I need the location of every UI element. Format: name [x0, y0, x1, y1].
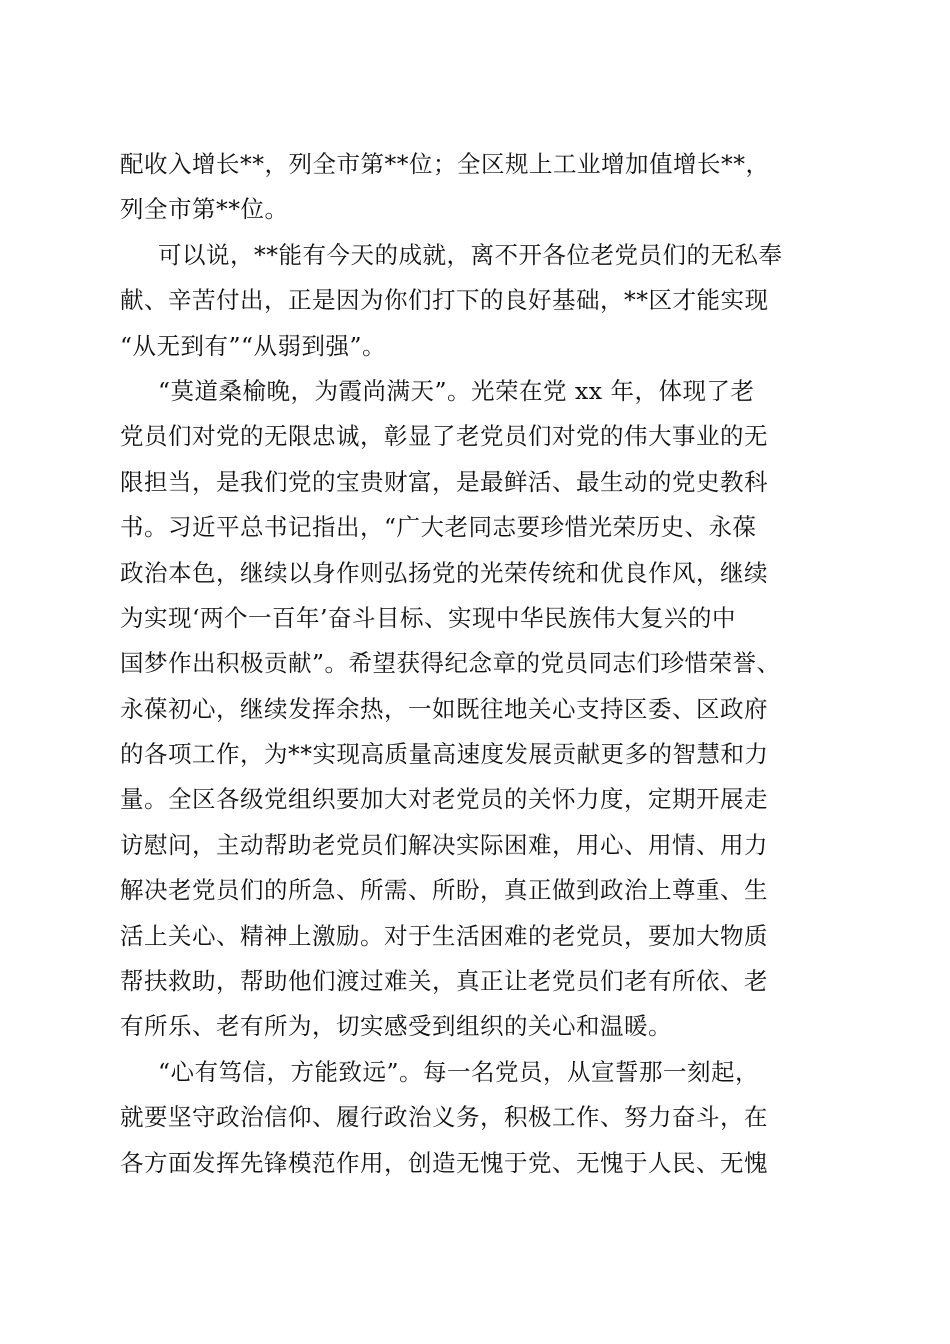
- document-body: [120, 142, 830, 1186]
- text-line: 党员们对党的无限忠诚，彰显了老党员们对党的伟大事业的无: [120, 422, 768, 451]
- text-line: 量。全区各级党组织要加大对老党员的关怀力度，定期开展走: [120, 785, 768, 814]
- paragraph-3: [120, 369, 830, 1050]
- text-line: 书。习近平总书记指出，“广大老同志要珍惜光荣历史、永葆: [120, 513, 757, 542]
- text-line: 政治本色，继续以身作则弘扬党的光荣传统和优良作风，继续: [120, 558, 768, 587]
- paragraph-1: [120, 142, 830, 233]
- paragraph-2: [120, 233, 830, 369]
- text-line: “从无到有”“从弱到强”。: [120, 331, 387, 360]
- text-line: 帮扶救助，帮助他们渡过难关，真正让老党员们老有所依、老: [120, 967, 768, 996]
- text-line: 国梦作出积极贡献”。希望获得纪念章的党员同志们珍惜荣誉、: [120, 649, 781, 678]
- text-line: 访慰问，主动帮助老党员们解决实际困难，用心、用情、用力: [120, 830, 768, 859]
- text-line: 可以说，**能有今天的成就，离不开各位老党员们的无私奉: [158, 240, 783, 269]
- text-line: 的各项工作，为**实现高质量高速度发展贡献更多的智慧和力: [120, 740, 769, 769]
- text-line: 永葆初心，继续发挥余热，一如既往地关心支持区委、区政府: [120, 694, 768, 723]
- text-line: 各方面发挥先锋模范作用，创造无愧于党、无愧于人民、无愧: [120, 1148, 768, 1177]
- text-line: “心有笃信，方能致远”。每一名党员，从宣誓那一刻起，: [158, 1057, 760, 1086]
- text-line: 列全市第**位。: [120, 195, 289, 224]
- text-line: 限担当，是我们党的宝贵财富，是最鲜活、最生动的党史教科: [120, 467, 768, 496]
- text-line: 献、辛苦付出，正是因为你们打下的良好基础，**区才能实现: [120, 286, 769, 315]
- text-line: 为实现‘两个一百年’奋斗目标、实现中华民族伟大复兴的中: [120, 603, 736, 632]
- text-line: 配收入增长**，列全市第**位；全区规上工业增加值增长**，: [120, 150, 770, 178]
- text-line: “莫道桑榆晚，为霞尚满天”。光荣在党 xx 年，体现了老: [158, 376, 755, 405]
- paragraph-4: [120, 1050, 830, 1186]
- text-line: 解决老党员们的所急、所需、所盼，真正做到政治上尊重、生: [120, 876, 768, 905]
- text-line: 活上关心、精神上激励。对于生活困难的老党员，要加大物质: [120, 921, 768, 950]
- text-line: 就要坚守政治信仰、履行政治义务，积极工作、努力奋斗，在: [120, 1103, 768, 1132]
- text-line: 有所乐、老有所为，切实感受到组织的关心和温暖。: [120, 1012, 672, 1041]
